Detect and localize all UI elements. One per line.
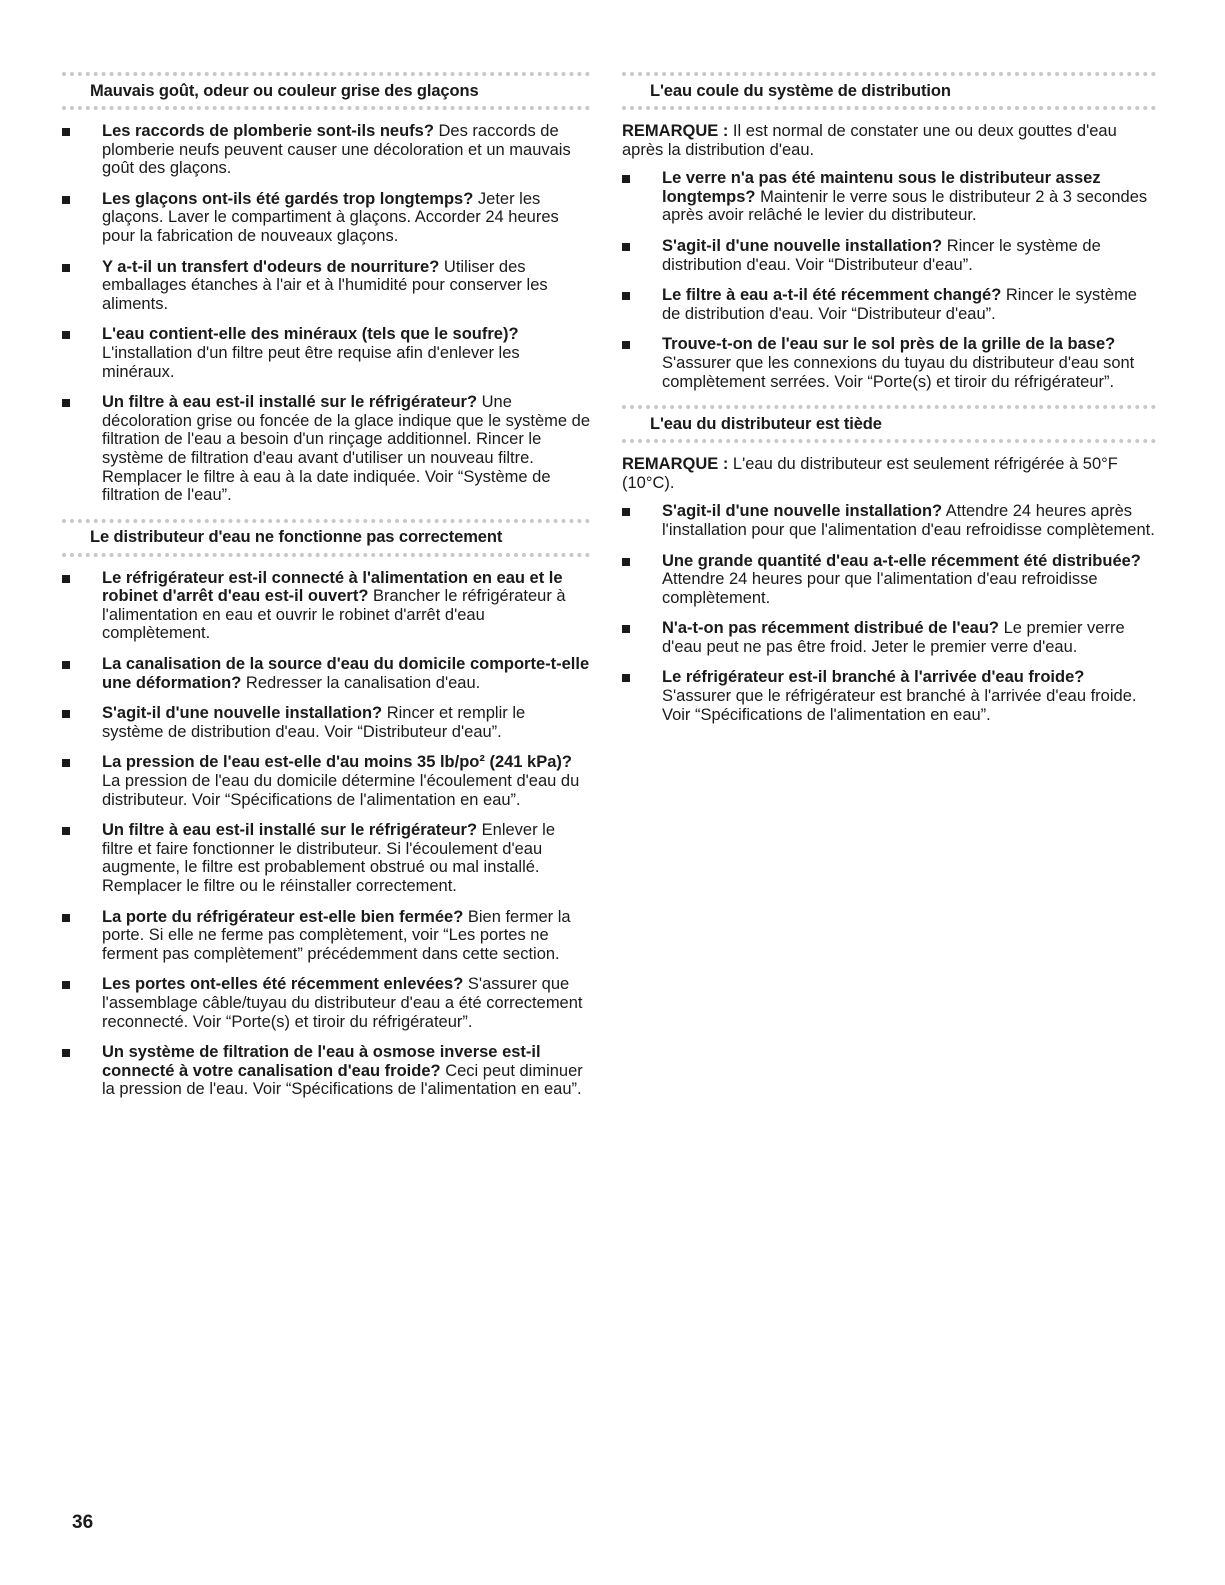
answer: Redresser la canalisation d'eau. bbox=[241, 673, 481, 692]
question: Un filtre à eau est-il installé sur le réfrigérateur? bbox=[102, 821, 478, 840]
list-item bbox=[622, 335, 1156, 391]
bullet-icon bbox=[62, 575, 70, 583]
question: S'agit-il d'une nouvelle installation? bbox=[662, 236, 943, 255]
list-item bbox=[62, 908, 590, 964]
note-text: Il est normal de constater une ou deux gouttes d'eau après la distribution d'eau. bbox=[622, 122, 1117, 159]
question: S'agit-il d'une nouvelle installation? bbox=[662, 502, 943, 521]
question: La porte du réfrigérateur est-elle bien fermée? bbox=[102, 907, 464, 926]
list-item bbox=[62, 821, 590, 895]
section-title: Mauvais goût, odeur ou couleur grise des glaçons bbox=[62, 72, 590, 110]
bullet-icon bbox=[622, 508, 630, 516]
question: Y a-t-il un transfert d'odeurs de nourriture? bbox=[102, 257, 440, 276]
list-item bbox=[62, 1043, 590, 1099]
answer: S'assurer que le réfrigérateur est branché à l'arrivée d'eau froide. Voir “Spécifications de l'alimentation en eau”. bbox=[662, 687, 1137, 724]
question: L'eau contient-elle des minéraux (tels que le soufre)? bbox=[102, 325, 519, 344]
answer: Le premier verre d'eau peut ne pas être froid. Jeter le premier verre d'eau. bbox=[662, 619, 1125, 656]
question: La pression de l'eau est-elle d'au moins 35 lb/po² (241 kPa)? bbox=[102, 753, 572, 772]
bullet-icon bbox=[62, 196, 70, 204]
bullet-icon bbox=[62, 661, 70, 669]
answer: S'assurer que l'assemblage câble/tuyau du distributeur d'eau a été correctement reconnecté. Voir “Porte(s) et tiroir du réfrigérateur”. bbox=[102, 975, 583, 1031]
answer: Rincer et remplir le système de distribution d'eau. Voir “Distributeur d'eau”. bbox=[102, 704, 526, 741]
list-item bbox=[62, 325, 590, 381]
list-item bbox=[62, 975, 590, 1031]
list-item bbox=[62, 122, 590, 178]
list-item bbox=[62, 569, 590, 643]
troubleshooting-list bbox=[62, 122, 590, 505]
bullet-icon bbox=[62, 710, 70, 718]
question: Les portes ont-elles été récemment enlevées? bbox=[102, 975, 464, 994]
section-title: L'eau coule du système de distribution bbox=[622, 72, 1156, 110]
bullet-icon bbox=[62, 827, 70, 835]
answer: L'installation d'un filtre peut être requise afin d'enlever les minéraux. bbox=[102, 343, 520, 381]
question: La canalisation de la source d'eau du domicile comporte-t-elle une déformation? bbox=[102, 655, 590, 692]
list-item bbox=[62, 190, 590, 246]
answer: Rincer le système de distribution d'eau. Voir “Distributeur d'eau”. bbox=[662, 286, 1137, 323]
troubleshooting-list bbox=[622, 169, 1156, 391]
bullet-icon bbox=[622, 292, 630, 300]
answer: Bien fermer la porte. Si elle ne ferme pas complètement, voir “Les portes ne ferment pas complètement” précédemment dans cette section. bbox=[102, 907, 571, 963]
answer: Brancher le réfrigérateur à l'alimentation en eau et ouvrir le robinet d'arrêt d'eau complètement. bbox=[102, 587, 566, 643]
answer: Attendre 24 heures pour que l'alimentation d'eau refroidisse complètement. bbox=[662, 570, 1098, 607]
note-text: L'eau du distributeur est seulement réfrigérée à 50°F (10°C). bbox=[622, 455, 1118, 492]
bullet-icon bbox=[62, 914, 70, 922]
answer: Attendre 24 heures après l'installation pour que l'alimentation d'eau refroidisse complètement. bbox=[662, 502, 1155, 539]
question: Le verre n'a pas été maintenu sous le distributeur assez longtemps? bbox=[662, 169, 1101, 206]
bullet-icon bbox=[62, 759, 70, 767]
list-item bbox=[622, 286, 1156, 323]
answer: Jeter les glaçons. Laver le compartiment à glaçons. Accorder 24 heures pour la fabrication de nouveaux glaçons. bbox=[102, 189, 559, 245]
list-item bbox=[622, 237, 1156, 274]
answer: La pression de l'eau du domicile détermine l'écoulement d'eau du distributeur. Voir “Spécifications de l'alimentation en eau”. bbox=[102, 772, 580, 809]
note bbox=[622, 455, 1156, 492]
question: S'agit-il d'une nouvelle installation? bbox=[102, 704, 383, 723]
bullet-icon bbox=[622, 625, 630, 633]
list-item bbox=[62, 655, 590, 692]
question: Une grande quantité d'eau a-t-elle récemment été distribuée? bbox=[662, 551, 1141, 570]
question: Le réfrigérateur est-il connecté à l'alimentation en eau et le robinet d'arrêt d'eau est-il ouvert? bbox=[102, 568, 563, 606]
answer: Enlever le filtre et faire fonctionner le distributeur. Si l'écoulement d'eau augmente, le filtre est probablement obstrué ou mal installé. Remplacer le filtre ou le réinstaller correctement. bbox=[102, 821, 556, 895]
note-label: REMARQUE : bbox=[622, 455, 729, 474]
list-item bbox=[62, 393, 590, 505]
bullet-icon bbox=[62, 331, 70, 339]
bullet-icon bbox=[622, 341, 630, 349]
answer: Des raccords de plomberie neufs peuvent causer une décoloration et un mauvais goût des glaçons. bbox=[102, 122, 571, 178]
answer: Rincer le système de distribution d'eau. Voir “Distributeur d'eau”. bbox=[662, 236, 1101, 274]
bullet-icon bbox=[62, 128, 70, 136]
troubleshooting-list bbox=[62, 569, 590, 1099]
question: N'a-t-on pas récemment distribué de l'eau? bbox=[662, 619, 1000, 638]
list-item bbox=[622, 169, 1156, 225]
question: Le filtre à eau a-t-il été récemment changé? bbox=[662, 286, 1002, 305]
note-label: REMARQUE : bbox=[622, 122, 729, 140]
answer: Maintenir le verre sous le distributeur 2 à 3 secondes après avoir relâché le levier du distributeur. bbox=[662, 187, 1148, 225]
answer: Utiliser des emballages étanches à l'air et à l'humidité pour conserver les aliments. bbox=[102, 257, 548, 313]
question: Trouve-t-on de l'eau sur le sol près de la grille de la base? bbox=[662, 335, 1116, 354]
bullet-icon bbox=[622, 674, 630, 682]
question: Un filtre à eau est-il installé sur le réfrigérateur? bbox=[102, 393, 478, 412]
answer: Ceci peut diminuer la pression de l'eau. Voir “Spécifications de l'alimentation en eau”. bbox=[102, 1061, 583, 1099]
left-column bbox=[62, 72, 590, 1111]
bullet-icon bbox=[622, 243, 630, 251]
right-column bbox=[622, 72, 1156, 736]
list-item bbox=[622, 668, 1156, 724]
answer: Une décoloration grise ou foncée de la glace indique que le système de filtration de l'eau a besoin d'un rinçage additionnel. Rincer le système de filtration d'eau avant d'utiliser un nouveau filtre. Remplacer le filtre à eau à la date indiquée. Voir “Système de filtration de l'eau”. bbox=[102, 393, 590, 505]
section-title: L'eau du distributeur est tiède bbox=[622, 405, 1156, 443]
page-number: 36 bbox=[72, 1512, 94, 1533]
troubleshooting-list bbox=[622, 502, 1156, 724]
list-item bbox=[622, 619, 1156, 656]
bullet-icon bbox=[62, 1049, 70, 1057]
list-item bbox=[62, 753, 590, 809]
question: Les raccords de plomberie sont-ils neufs? bbox=[102, 122, 434, 140]
section-title: Le distributeur d'eau ne fonctionne pas correctement bbox=[62, 519, 590, 557]
bullet-icon bbox=[62, 264, 70, 272]
bullet-icon bbox=[622, 175, 630, 183]
bullet-icon bbox=[62, 399, 70, 407]
list-item bbox=[622, 552, 1156, 608]
bullet-icon bbox=[62, 981, 70, 989]
note bbox=[622, 122, 1156, 159]
list-item bbox=[62, 258, 590, 314]
answer: S'assurer que les connexions du tuyau du distributeur d'eau sont complètement serrées. Voir “Porte(s) et tiroir du réfrigérateur”. bbox=[662, 353, 1135, 391]
question: Le réfrigérateur est-il branché à l'arrivée d'eau froide? bbox=[662, 668, 1085, 687]
list-item bbox=[62, 704, 590, 741]
bullet-icon bbox=[622, 558, 630, 566]
list-item bbox=[622, 502, 1156, 539]
question: Un système de filtration de l'eau à osmose inverse est-il connecté à votre canalisation d'eau froide? bbox=[102, 1043, 541, 1080]
question: Les glaçons ont-ils été gardés trop longtemps? bbox=[102, 189, 474, 208]
